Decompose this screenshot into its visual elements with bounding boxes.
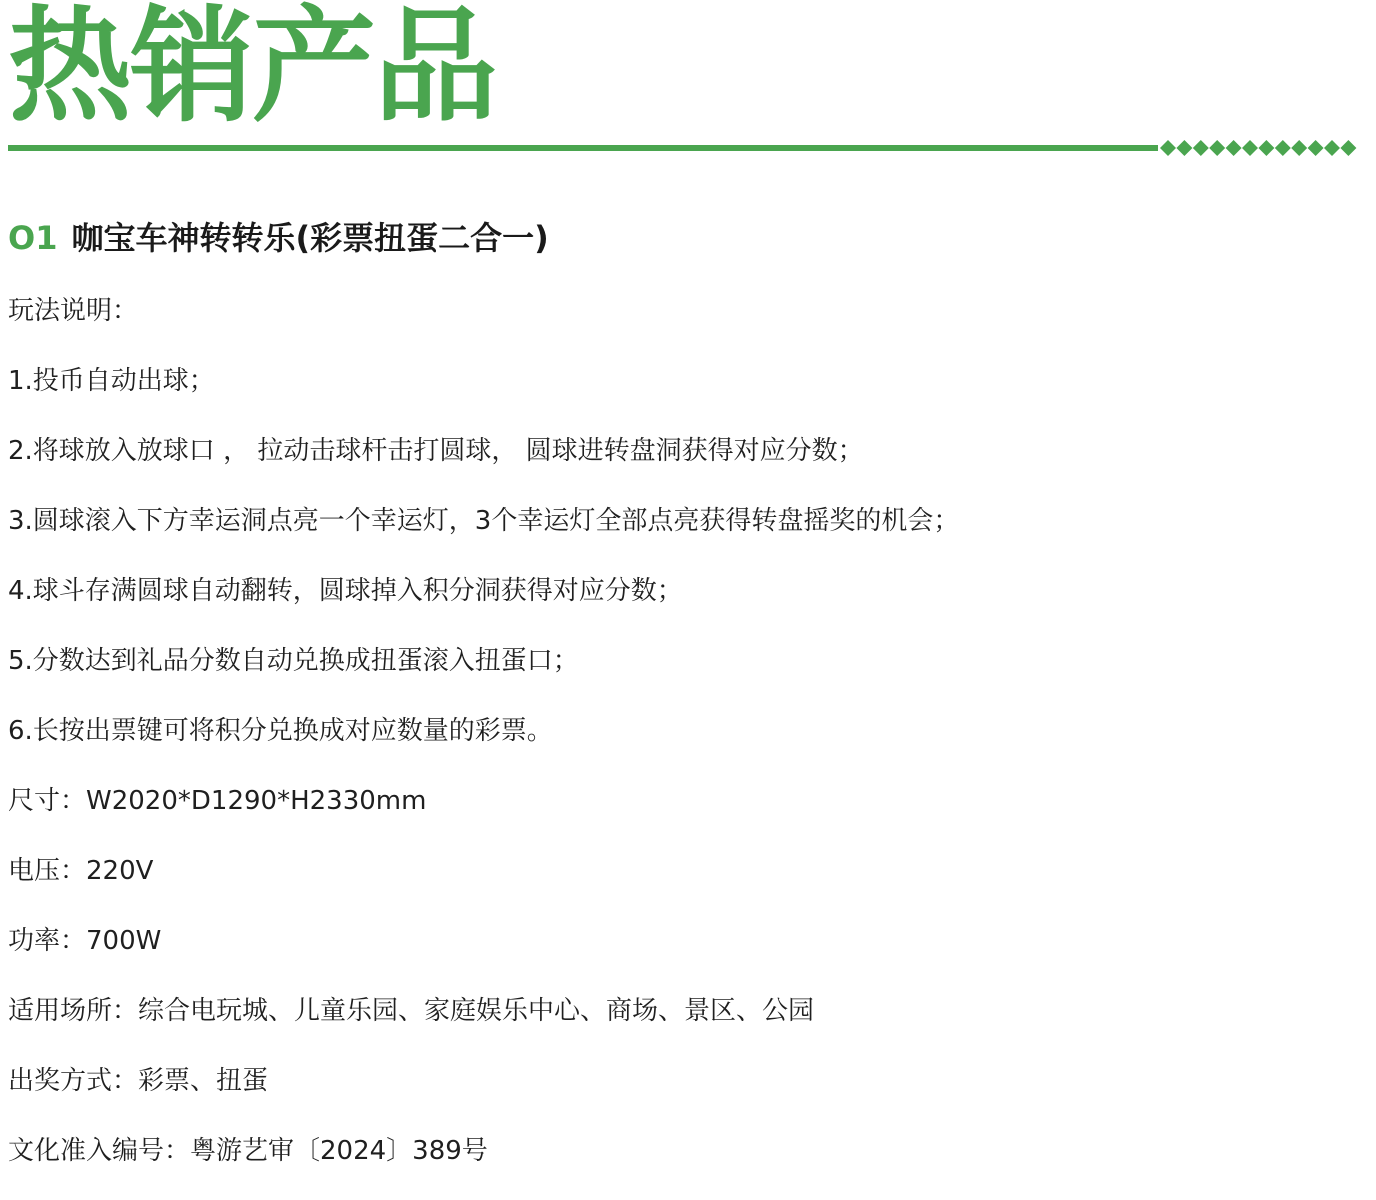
spec-line-prize-method: 出奖方式：彩票、扭蛋	[8, 1066, 269, 1096]
divider-line	[8, 140, 1364, 156]
product-heading	[8, 216, 549, 260]
spec-line-rule-6: 6.长按出票键可将积分兑换成对应数量的彩票。	[8, 716, 553, 746]
spec-line-rule-5: 5.分数达到礼品分数自动兑换成扭蛋滚入扭蛋口；	[8, 646, 579, 676]
banner-title: 热销产品	[8, 0, 497, 139]
spec-line-voltage: 电压：220V	[8, 856, 154, 886]
spec-line-venues: 适用场所：综合电玩城、儿童乐园、家庭娱乐中心、商场、景区、公园	[8, 996, 815, 1026]
spec-line-rule-3: 3.圆球滚入下方幸运洞点亮一个幸运灯，3个幸运灯全部点亮获得转盘摇奖的机会；	[8, 506, 960, 536]
divider-diamond	[1340, 140, 1356, 156]
divider-diamond	[1176, 140, 1192, 156]
product-name: 咖宝车神转转乐(彩票扭蛋二合一)	[71, 219, 549, 257]
divider-diamond	[1308, 140, 1324, 156]
divider-diamond	[1209, 140, 1225, 156]
divider-diamond	[1242, 140, 1258, 156]
divider-diamond	[1160, 140, 1176, 156]
spec-line-license: 文化准入编号：粤游艺审〔2024〕389号	[8, 1136, 488, 1166]
divider-diamond	[1226, 140, 1242, 156]
spec-line-rule-2: 2.将球放入放球口 ， 拉动击球杆击打圆球， 圆球进转盘洞获得对应分数；	[8, 436, 864, 466]
divider-diamond	[1193, 140, 1209, 156]
spec-line-power: 功率：700W	[8, 926, 162, 956]
spec-line-size: 尺寸：W2020*D1290*H2330mm	[8, 786, 427, 816]
divider-diamond	[1291, 140, 1307, 156]
divider-bar	[8, 145, 1158, 151]
divider-diamond	[1258, 140, 1274, 156]
divider-diamond	[1275, 140, 1291, 156]
divider-diamond	[1324, 140, 1340, 156]
spec-line-rule-1: 1.投币自动出球；	[8, 366, 215, 396]
spec-list	[8, 290, 959, 1200]
product-number: O1	[8, 219, 58, 257]
spec-line-rule-4: 4.球斗存满圆球自动翻转，圆球掉入积分洞获得对应分数；	[8, 576, 683, 606]
spec-line-rules-title: 玩法说明：	[8, 296, 139, 326]
